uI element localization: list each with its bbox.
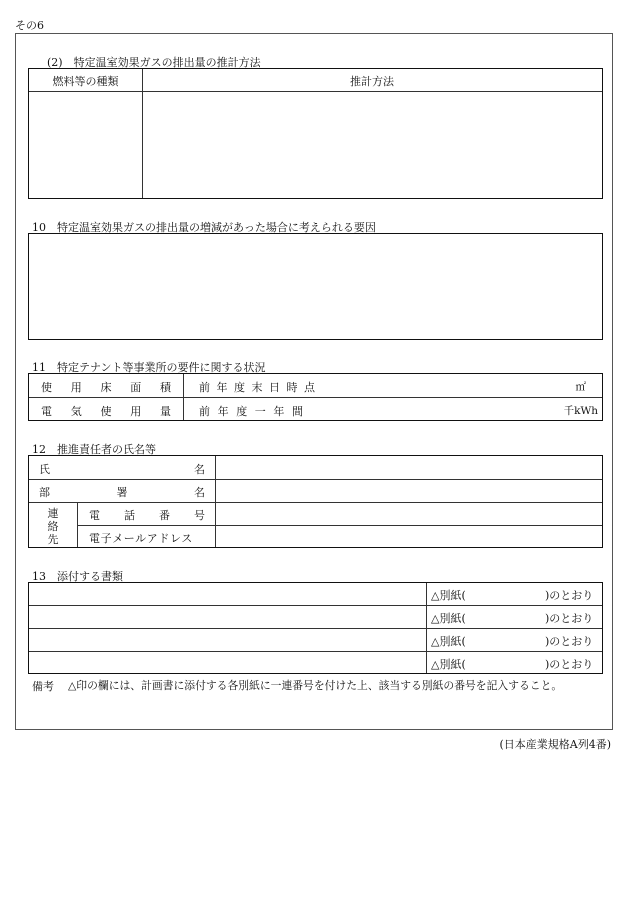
attachment-ref-1-suffix: )のとおり bbox=[545, 589, 594, 602]
attachment-name-2[interactable] bbox=[31, 607, 424, 627]
attachment-number-3[interactable] bbox=[484, 631, 544, 649]
section-13-title: 13 添付する書類 bbox=[32, 570, 123, 583]
tenant-requirements-table bbox=[28, 373, 603, 421]
attachment-ref-4-prefix: △別紙( bbox=[431, 658, 466, 671]
floor-area-label: 使 用 床 面 積 bbox=[41, 381, 171, 394]
estimation-method-table bbox=[28, 68, 603, 199]
attachment-name-3[interactable] bbox=[31, 630, 424, 650]
electricity-label: 電 気 使 用 量 bbox=[41, 405, 171, 418]
attachment-number-1[interactable] bbox=[484, 585, 544, 603]
name-input[interactable] bbox=[218, 458, 599, 477]
method-header: 推計方法 bbox=[350, 75, 394, 88]
floor-area-period: 前 年 度 末 日 時 点 bbox=[199, 381, 315, 394]
section-11-title: 11 特定テナント等事業所の要件に関する状況 bbox=[32, 361, 266, 374]
attachment-ref-4-suffix: )のとおり bbox=[545, 658, 594, 671]
attachment-number-4[interactable] bbox=[484, 654, 544, 672]
standard-footer: (日本産業規格A列4番) bbox=[499, 738, 611, 751]
attachment-number-2[interactable] bbox=[484, 608, 544, 626]
department-input[interactable] bbox=[218, 481, 599, 500]
attachment-ref-3-suffix: )のとおり bbox=[545, 635, 594, 648]
fuel-type-cell[interactable] bbox=[31, 94, 140, 197]
change-factors-box[interactable] bbox=[28, 233, 603, 340]
section-12-title: 12 推進責任者の氏名等 bbox=[32, 443, 156, 456]
attachment-ref-3-prefix: △別紙( bbox=[431, 635, 466, 648]
note-label: 備考 bbox=[32, 680, 54, 693]
floor-area-unit: ㎡ bbox=[575, 381, 586, 393]
manager-table bbox=[28, 455, 603, 548]
contact-label: 連 絡 先 bbox=[47, 506, 59, 546]
name-label: 氏 名 bbox=[39, 463, 205, 476]
section-10-title: 10 特定温室効果ガスの排出量の増減があった場合に考えられる要因 bbox=[32, 221, 376, 234]
attachment-ref-1-prefix: △別紙( bbox=[431, 589, 466, 602]
department-label: 部 署 名 bbox=[39, 486, 205, 499]
note-text: △印の欄には、計画書に添付する各別紙に一連番号を付けた上、該当する別紙の番号を記入すること。 bbox=[68, 679, 563, 692]
email-input[interactable] bbox=[218, 527, 599, 546]
electricity-unit: 千kWh bbox=[563, 405, 598, 417]
attachment-name-1[interactable] bbox=[31, 584, 424, 604]
electricity-input[interactable] bbox=[319, 400, 559, 419]
fuel-type-header: 燃料等の種類 bbox=[52, 75, 119, 88]
attachment-ref-2-prefix: △別紙( bbox=[431, 612, 466, 625]
email-label: 電子メールアドレス bbox=[89, 532, 193, 545]
attachment-name-4[interactable] bbox=[31, 653, 424, 673]
electricity-period: 前 年 度 一 年 間 bbox=[199, 405, 303, 418]
phone-label: 電 話 番 号 bbox=[89, 509, 205, 522]
method-cell[interactable] bbox=[145, 94, 600, 197]
phone-input[interactable] bbox=[218, 504, 599, 523]
floor-area-input[interactable] bbox=[319, 376, 587, 395]
page-label: その6 bbox=[15, 19, 44, 32]
section-9-2-title: (2) 特定温室効果ガスの排出量の推計方法 bbox=[47, 56, 261, 69]
attachments-table bbox=[28, 582, 603, 674]
attachment-ref-2-suffix: )のとおり bbox=[545, 612, 594, 625]
